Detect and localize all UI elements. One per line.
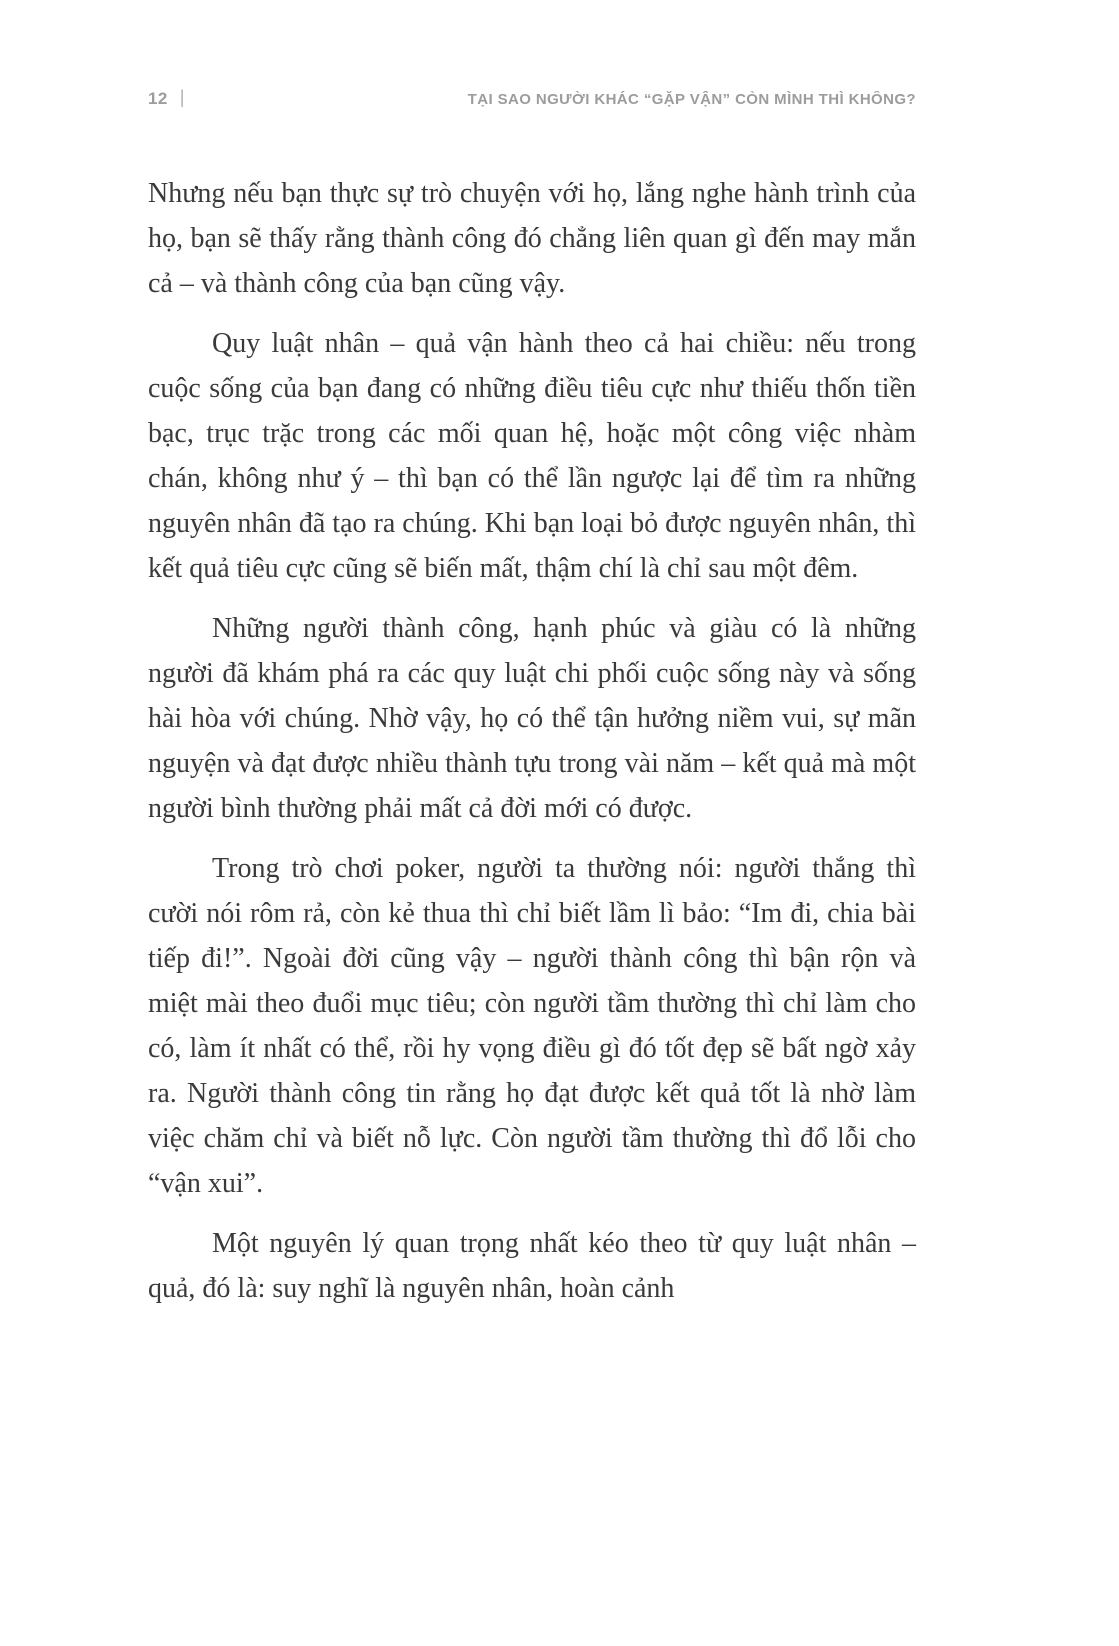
header-divider: |	[179, 87, 185, 107]
paragraph-1: Nhưng nếu bạn thực sự trò chuyện với họ, lắng nghe hành trình của họ, bạn sẽ thấy rằng thành công đó chẳng liên quan gì đến may mắn cả – và thành công của bạn cũng vậy.	[148, 178, 916, 299]
paragraph-5: Một nguyên lý quan trọng nhất kéo theo từ quy luật nhân – quả, đó là: suy nghĩ là nguyên nhân, hoàn cảnh	[148, 1228, 916, 1304]
page-content	[148, 88, 916, 1326]
paragraph-3: Những người thành công, hạnh phúc và giàu có là những người đã khám phá ra các quy luật chi phối cuộc sống này và sống hài hòa với chúng. Nhờ vậy, họ có thể tận hưởng niềm vui, sự mãn nguyện và đạt được nhiều thành tựu trong vài năm – kết quả mà một người bình thường phải mất cả đời mới có được.	[148, 613, 916, 824]
running-header-title: TẠI SAO NGƯỜI KHÁC “GẶP VẬN” CÒN MÌNH THÌ KHÔNG?	[467, 91, 916, 108]
page-body	[148, 171, 916, 1311]
paragraph-4: Trong trò chơi poker, người ta thường nói: người thắng thì cười nói rôm rả, còn kẻ thua thì chỉ biết lầm lì bảo: “Im đi, chia bài tiếp đi!”. Ngoài đời cũng vậy – người thành công thì bận rộn và miệt mài theo đuổi mục tiêu; còn người tầm thường thì chỉ làm cho có, làm ít nhất có thể, rồi hy vọng điều gì đó tốt đẹp sẽ bất ngờ xảy ra. Người thành công tin rằng họ đạt được kết quả tốt là nhờ làm việc chăm chỉ và biết nỗ lực. Còn người tầm thường thì đổ lỗi cho “vận xui”.	[148, 853, 916, 1199]
paragraph-2: Quy luật nhân – quả vận hành theo cả hai chiều: nếu trong cuộc sống của bạn đang có những điều tiêu cực như thiếu thốn tiền bạc, trục trặc trong các mối quan hệ, hoặc một công việc nhàm chán, không như ý – thì bạn có thể lần ngược lại để tìm ra những nguyên nhân đã tạo ra chúng. Khi bạn loại bỏ được nguyên nhân, thì kết quả tiêu cực cũng sẽ biến mất, thậm chí là chỉ sau một đêm.	[148, 328, 916, 584]
running-header	[148, 88, 916, 109]
page-number	[148, 88, 185, 109]
page-number-text: 12	[148, 89, 168, 108]
